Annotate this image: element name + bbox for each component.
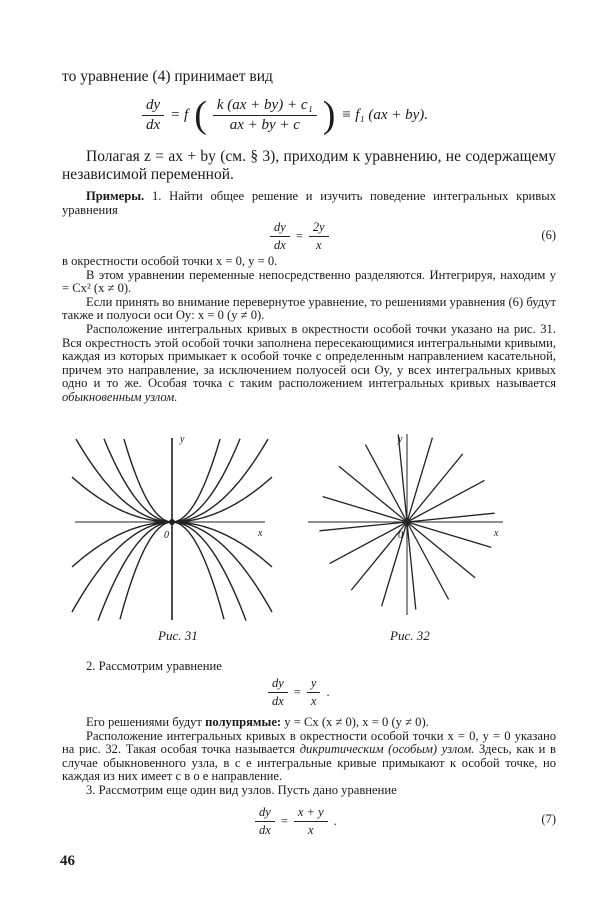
example-2-body	[62, 716, 556, 798]
paragraph	[62, 730, 556, 784]
fraction	[255, 805, 275, 838]
page-number: 46	[60, 853, 75, 869]
fraction	[270, 220, 290, 253]
half-line	[407, 522, 491, 547]
examples-label: Примеры.	[86, 189, 145, 203]
example-2-intro: 2. Рассмотрим уравнение	[86, 659, 222, 673]
paragraph-text: Расположение интегральных кривых в окрестности особой точки указано на рис. 31. Вся окрестность этой особой точки заполнена пересекающимися интегральными кривыми, каждая из которых примыкает к особой точке с определенным направлением касательной, причем это направление, за исключением полуосей оси Oy, у всех интегральных кривых одно и то же. Особая точка с таким расположением интегральных кривых называется	[62, 321, 556, 391]
fraction-dy-dx	[142, 97, 164, 134]
period: .	[333, 814, 337, 828]
text: Здесь, как и в случае обыкновенного узла, в с е интегральные кривые примыкают к особой точке, но каждая из них имеет с в о е направление.	[62, 742, 556, 784]
text: Его решениями будут	[86, 715, 206, 729]
equation-7	[255, 805, 337, 838]
numerator: dy	[268, 676, 288, 693]
fraction-argument	[213, 97, 317, 134]
fig32-x-label: x	[494, 528, 499, 539]
intro-line: то уравнение (4) принимает вид	[62, 68, 273, 85]
denominator: ax + by + c	[229, 116, 300, 133]
half-line	[339, 466, 407, 522]
equation-6	[270, 220, 329, 253]
fraction	[294, 805, 328, 838]
singular-point	[404, 519, 411, 526]
equation-number: (6)	[541, 228, 556, 242]
equation-rhs: ≡ f₁ (ax + by).	[341, 106, 429, 123]
denominator: dx	[146, 116, 161, 133]
figure-32-caption: Рис. 32	[390, 628, 430, 643]
denominator: x	[307, 823, 314, 837]
numerator: 2y	[309, 220, 329, 237]
numerator: x + y	[294, 805, 328, 822]
numerator: k (ax + by) + c₁	[213, 97, 317, 116]
fraction	[268, 676, 288, 709]
term: обыкновенным узлом.	[62, 389, 178, 404]
fig31-origin-label: 0	[164, 530, 169, 541]
fig31-x-label: x	[258, 528, 263, 539]
example-1-heading	[62, 190, 556, 217]
denominator: dx	[259, 823, 271, 837]
equals: =	[295, 229, 303, 243]
fig32-y-label: y	[398, 434, 403, 445]
denominator: dx	[272, 694, 284, 708]
fig31-y-label: y	[180, 434, 185, 445]
paragraph: Полагая z = ax + by (см. § 3), приходим к уравнению, не содержащему независимой переменной.	[62, 148, 556, 183]
half-line	[323, 497, 407, 522]
fraction	[309, 220, 329, 253]
equation-intro	[142, 96, 428, 134]
text: Расположение интегральных кривых в окрестности особой точки x = 0, y = 0 указано на рис. 32. Такая особая точка называется	[62, 728, 556, 757]
right-paren: )	[322, 94, 336, 136]
paragraph	[62, 323, 556, 405]
period: .	[326, 685, 330, 699]
paragraph: 3. Рассмотрим еще один вид узлов. Пусть дано уравнение	[86, 782, 397, 797]
text: y = Cx (x ≠ 0), x = 0 (y ≠ 0).	[281, 715, 429, 729]
bold-term: полупрямые:	[205, 715, 282, 729]
equals-f: = f	[170, 106, 189, 123]
paragraph: В этом уравнении переменные непосредственно разделяются. Интегрируя, находим y = Cx² (x ≠ 0).	[62, 267, 556, 296]
equals: =	[280, 814, 288, 828]
numerator: dy	[255, 805, 275, 822]
equation-number: (7)	[541, 812, 556, 826]
paragraph: Если принять во внимание перевернутое уравнение, то решениями уравнения (6) будут также и полуоси оси Oy: x = 0 (y ≠ 0).	[62, 294, 556, 323]
example-1-text: 1. Найти общее решение и изучить поведение интегральных кривых уравнения	[62, 189, 557, 217]
left-paren: (	[194, 94, 207, 136]
denominator: dx	[274, 238, 286, 252]
example-1-body	[62, 255, 556, 405]
equation-example-2	[268, 676, 330, 709]
figure-31	[65, 430, 285, 630]
term: дикритическим (особым) узлом.	[299, 742, 475, 757]
equals: =	[293, 685, 301, 699]
numerator: dy	[142, 97, 164, 116]
fraction	[307, 676, 321, 709]
half-line	[382, 522, 407, 606]
paragraph: в окрестности особой точки x = 0, y = 0.	[62, 254, 278, 268]
numerator: y	[307, 676, 321, 693]
half-line	[407, 454, 463, 522]
half-line	[407, 438, 432, 522]
denominator: x	[310, 694, 317, 708]
numerator: dy	[270, 220, 290, 237]
figure-31-caption: Рис. 31	[158, 628, 198, 643]
singular-point	[169, 519, 175, 525]
half-line	[407, 522, 475, 578]
denominator: x	[316, 238, 322, 252]
figure-32	[308, 430, 508, 630]
paragraph	[62, 716, 556, 730]
fig32-origin-label: 0	[398, 530, 403, 541]
